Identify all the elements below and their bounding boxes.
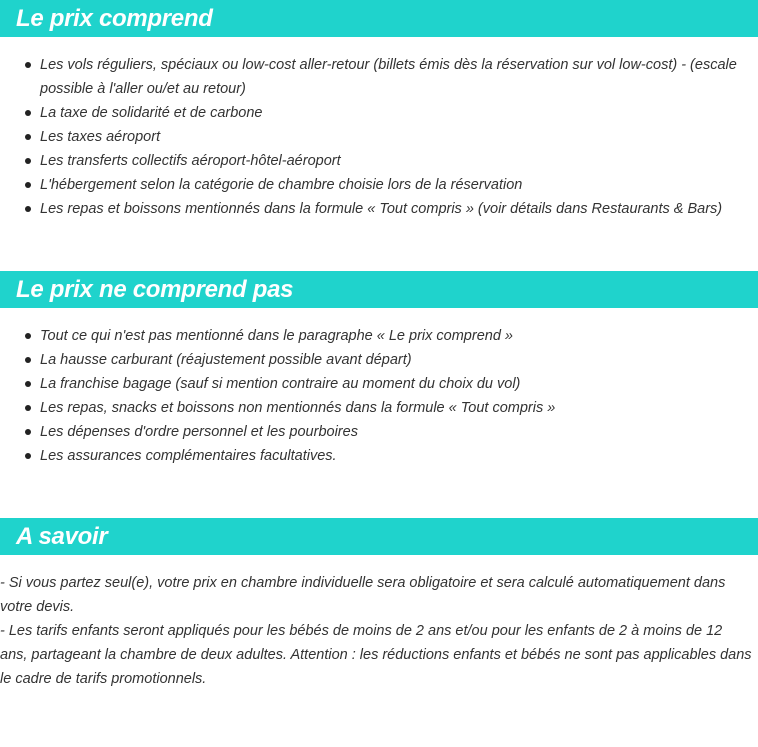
list-item [0,173,740,197]
bullet-icon [25,381,31,387]
list-item-text: Les taxes aéroport [40,129,161,145]
info-paragraph: - Si vous partez seul(e), votre prix en chambre individuelle sera obligatoire et sera calculé automatiquement dans votre devis. [0,575,726,615]
list-item-text: Les dépenses d'ordre personnel et les pourboires [40,424,358,440]
bullet-icon [25,110,31,116]
list-item-text: L'hébergement selon la catégorie de chambre choisie lors de la réservation [40,177,523,193]
info-paragraph: - Les tarifs enfants seront appliqués pour les bébés de moins de 2 ans et/ou pour les enfants de 2 à moins de 12 ans, partageant la chambre de deux adultes. Attention : les réductions enfants et bébés ne sont pas applicables dans le cadre de tarifs promotionnels. [0,623,752,687]
info-text [0,571,752,691]
section-title: Le prix ne comprend pas [16,276,294,303]
section-header-prix-comprend [0,0,758,37]
list-item-text: La hausse carburant (réajustement possible avant départ) [40,352,412,368]
list-item [0,125,740,149]
list-item-text: Les transferts collectifs aéroport-hôtel-aéroport [40,153,341,169]
list-item [0,324,740,348]
list-item-text: Les assurances complémentaires facultatives. [40,448,337,464]
bullet-icon [25,333,31,339]
list-item [0,396,740,420]
bullet-icon [25,453,31,459]
list-item [0,197,740,221]
list-item [0,53,740,101]
list-item [0,149,740,173]
bullet-icon [25,134,31,140]
section-header-a-savoir [0,518,758,555]
list-item [0,420,740,444]
bullet-icon [25,357,31,363]
list-item-text: La taxe de solidarité et de carbone [40,105,263,121]
list-item-text: Les vols réguliers, spéciaux ou low-cost aller-retour (billets émis dès la réservation sur vol low-cost) - (escale possible à l'aller ou/et au retour) [40,57,737,97]
includes-list [0,53,740,221]
list-item [0,444,740,468]
bullet-icon [25,429,31,435]
list-item [0,101,740,125]
bullet-icon [25,405,31,411]
bullet-icon [25,158,31,164]
list-item [0,348,740,372]
list-item-text: Les repas, snacks et boissons non mentionnés dans la formule « Tout compris » [40,400,556,416]
section-title: A savoir [16,523,108,550]
section-header-prix-ne-comprend-pas [0,271,758,308]
list-item-text: Tout ce qui n'est pas mentionné dans le paragraphe « Le prix comprend » [40,328,513,344]
excludes-list [0,324,740,468]
bullet-icon [25,206,31,212]
list-item-text: Les repas et boissons mentionnés dans la formule « Tout compris » (voir détails dans Restaurants & Bars) [40,201,723,217]
bullet-icon [25,62,31,68]
list-item [0,372,740,396]
list-item-text: La franchise bagage (sauf si mention contraire au moment du choix du vol) [40,376,521,392]
section-title: Le prix comprend [16,5,213,32]
bullet-icon [25,182,31,188]
